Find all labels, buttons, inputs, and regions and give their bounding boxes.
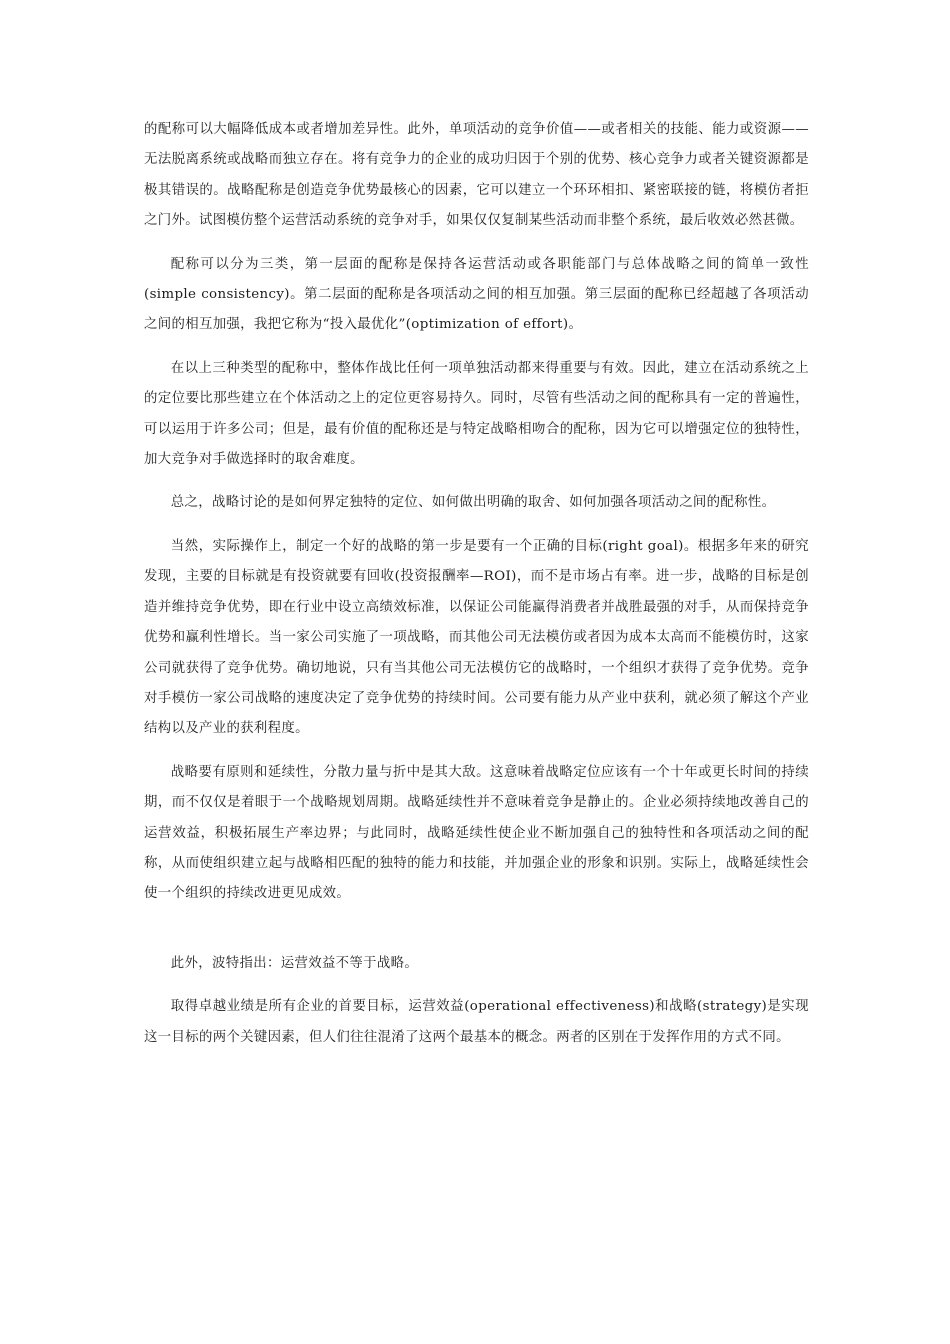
paragraph-summary: 总之，战略讨论的是如何界定独特的定位、如何做出明确的取舍、如何加强各项活动之间的配称性。 xyxy=(170,495,776,511)
document-body xyxy=(144,115,809,1066)
paragraph-porter-note: 此外，波特指出：运营效益不等于战略。 xyxy=(170,955,419,971)
paragraph-right-goal: 当然，实际操作上，制定一个好的战略的第一步是要有一个正确的目标(right goal)。根据多年来的研究发现，主要的目标就是有投资就要有回收(投资报酬率—ROI)，而不是市场占有率。进一步，战略的目标是创造并维持竞争优势，即在行业中设立高绩效标准，以保证公司能赢得消费者并战胜最强的对手，从而保持竞争优势和赢利性增长。当一家公司实施了一项战略，而其他公司无法模仿或者因为成本太高而不能模仿时，这家公司就获得了竞争优势。确切地说，只有当其他公司无法模仿它的战略时，一个组织才获得了竞争优势。竞争对手模仿一家公司战略的速度决定了竞争优势的持续时间。公司要有能力从产业中获利，就必须了解这个产业结构以及产业的获利程度。 xyxy=(144,538,809,737)
paragraph-fit-value: 在以上三种类型的配称中，整体作战比任何一项单独活动都来得重要与有效。因此，建立在活动系统之上的定位要比那些建立在个体活动之上的定位更容易持久。同时，尽管有些活动之间的配称具有一定的普遍性，可以运用于许多公司；但是，最有价值的配称还是与特定战略相吻合的配称，因为它可以增强定位的独特性，加大竞争对手做选择时的取舍难度。 xyxy=(144,360,809,468)
paragraph-operational-effectiveness: 取得卓越业绩是所有企业的首要目标，运营效益(operational effectiveness)和战略(strategy)是实现这一目标的两个关键因素，但人们往往混淆了这两个最基本的概念。两者的区别在于发挥作用的方式不同。 xyxy=(144,999,809,1045)
paragraph-fit-types: 配称可以分为三类，第一层面的配称是保持各运营活动或各职能部门与总体战略之间的简单一致性(simple consistency)。第二层面的配称是各项活动之间的相互加强。第三层面的配称已经超越了各项活动之间的相互加强，我把它称为“投入最优化”(optimization of effort)。 xyxy=(144,256,809,333)
paragraph-continuation: 的配称可以大幅降低成本或者增加差异性。此外，单项活动的竞争价值——或者相关的技能、能力或资源——无法脱离系统或战略而独立存在。将有竞争力的企业的成功归因于个别的优势、核心竞争力或者关键资源都是极其错误的。战略配称是创造竞争优势最核心的因素，它可以建立一个环环相扣、紧密联接的链，将模仿者拒之门外。试图模仿整个运营活动系统的竞争对手，如果仅仅复制某些活动而非整个系统，最后收效必然甚微。 xyxy=(144,122,809,229)
paragraph-continuity: 战略要有原则和延续性，分散力量与折中是其大敌。这意味着战略定位应该有一个十年或更长时间的持续期，而不仅仅是着眼于一个战略规划周期。战略延续性并不意味着竞争是静止的。企业必须持续地改善自己的运营效益，积极拓展生产率边界；与此同时，战略延续性使企业不断加强自己的独特性和各项活动之间的配称，从而使组织建立起与战略相匹配的独特的能力和技能，并加强企业的形象和识别。实际上，战略延续性会使一个组织的持续改进更见成效。 xyxy=(144,764,809,902)
